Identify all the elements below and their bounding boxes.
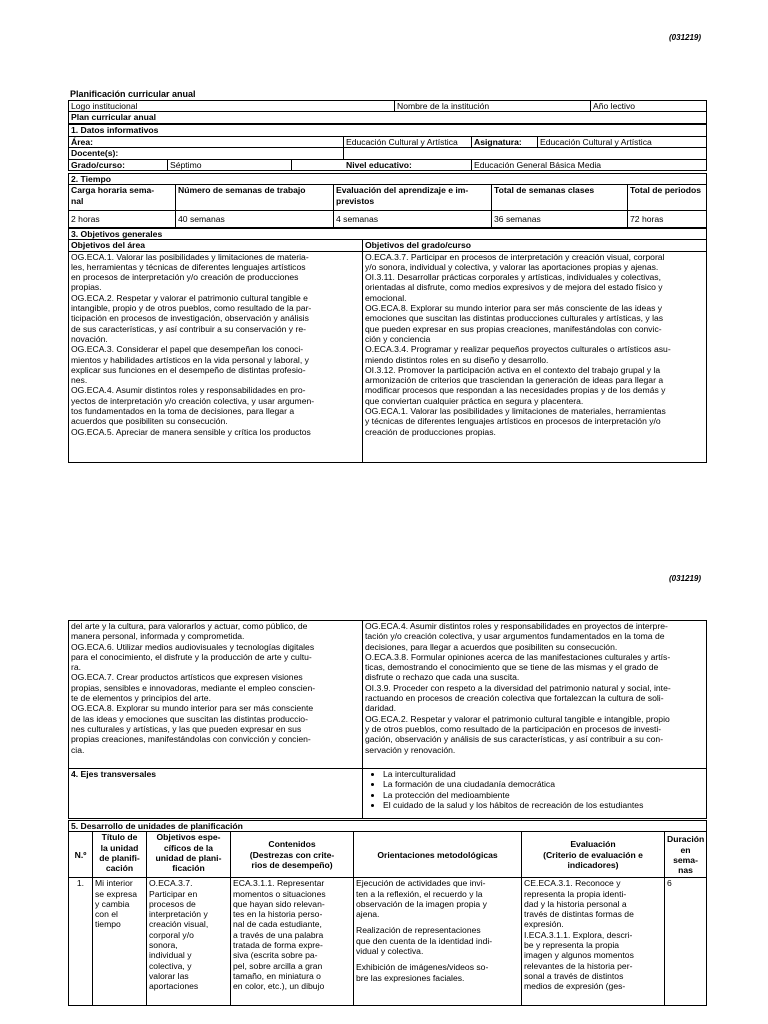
header-table [68,100,707,124]
asignatura-value: Educación Cultural y Artística [538,137,707,148]
unidad-objetivos: O.ECA.3.7. Participar en procesos de interpretación y creación visual, corporal y/o sonora, individual y colectiva, y valorar las aportaciones [147,878,231,1006]
tiempo-value-total-periodos: 72 horas [628,211,707,228]
year-cell: Año lectivo [591,101,707,112]
page-2 [0,500,768,1024]
page-code-2: (031219) [669,574,702,583]
eje-item: • La formación de una ciudadanía democrática [383,779,704,789]
objetivos-grado-text-p2: OG.ECA.4. Asumir distintos roles y responsabilidades en proyectos de interpre- tación y/o creación colectiva, y usar argumentos fundamentados en la toma de decisiones, para llegar a acuerdos que posibiliten su consecución. O.ECA.3.8. Formular opiniones acerca de las manifestaciones culturales y artís- ticas, demostrando el conocimiento que se tiene de las mismas y el grado de disfrute o rechazo que cada una suscita. OI.3.9. Proceder con respeto a la diversidad del patrimonio natural y social, inte- ractuando en procesos de creación colectiva que fortalezcan la cultura de soli- daridad. OG.ECA.2. Respetar y valorar el patrimonio cultural tangible e intangible, propio y de otros pueblos, como resultado de la participación en procesos de investi- gación, observación y análisis de sus características, y así contribuir a su con- servación y renovación. [363,621,707,769]
grado-value: Séptimo [168,159,292,170]
page-code: (031219) [669,33,702,42]
objetivos-table-p2 [68,620,707,819]
objetivos-section-title: 3. Objetivos generales [69,229,707,240]
datos-table [68,124,707,171]
institution-cell: Nombre de la institución [395,101,591,112]
unidades-header-objetivos: Objetivos espe- cíficos de la unidad de plani- ficación [147,832,231,878]
eje-item: • La protección del medioambiente [383,790,704,800]
unidades-header-titulo: Título de la unidad de planifi- cación [93,832,147,878]
unidad-contenidos: ECA.3.1.1. Representar momentos o situaciones que hayan sido relevan- tes en la historia perso- nal de cada estudiante, a través de una palabra tratada de forma expre- siva (escrita sobre pa- pel, sobre arcilla a gran tamaño, en miniatura o en color, etc.), un dibujo [231,878,354,1006]
ejes-section-title: 4. Ejes transversales [69,769,363,819]
tiempo-header-semanas: Número de semanas de trabajo [176,185,334,211]
tiempo-section-title: 2. Tiempo [69,174,707,185]
objetivos-grado-header: Objetivos del grado/curso [363,240,707,251]
objetivos-grado-text-p1: O.ECA.3.7. Participar en procesos de interpretación y creación visual, corporal y/o sonora, individual y colectiva, y valorar las aportaciones propias y ajenas. OI.3.11. Desarrollar prácticas corporales y artísticas, individuales y colectivas, orientadas al disfrute, como medios expresivos y de mejora del estado físico y emocional. OG.ECA.8. Explorar su mundo interior para ser más consciente de las ideas y emociones que suscitan las distintas producciones culturales y artísticas, y las que pueden expresar en sus propias creaciones, manifestándolas con convic- ción y conciencia O.ECA.3.4. Programar y realizar pequeños proyectos culturales o artísticos asu- miendo distintos roles en su diseño y desarrollo. OI.3.12. Promover la participación activa en el contexto del trabajo grupal y la armonización de criterios que trasciendan la generación de ideas para llegar a modificar procesos que respondan a las necesidades propias y de los demás y que conviertan cualquier práctica en segura y placentera. OG.ECA.1. Valorar las posibilidades y limitaciones de materiales, herramientas y técnicas de diferentes lenguajes artísticos en procesos de interpretación y/o creación de producciones propias. [363,251,707,462]
tiempo-header-total-semanas: Total de semanas clases [492,185,628,211]
unidades-header-n: N.º [69,832,93,878]
unidades-header-duracion: Duración en sema- nas [665,832,707,878]
tiempo-value-total-semanas: 36 semanas [492,211,628,228]
unidad-number: 1. [69,878,93,1006]
document-title: Planificación curricular anual [70,89,196,99]
objetivos-table-p1 [68,228,707,463]
tiempo-value-carga: 2 horas [69,211,176,228]
ejes-list [365,769,704,810]
orientacion-paragraph: Exhibición de imágenes/videos so- bre las expresiones faciales. [356,962,489,983]
orientacion-paragraph: Ejecución de actividades que invi- ten a la reflexión, el recuerdo y la observación de la imagen propia y ajena. [356,878,487,920]
unidad-titulo: Mi interior se expresa y cambia con el tiempo [93,878,147,1006]
tiempo-header-evaluacion: Evaluación del aprendizaje e im- previstos [334,185,492,211]
tiempo-value-evaluacion: 4 semanas [334,211,492,228]
grado-label: Grado/curso: [69,159,168,170]
area-label: Área: [69,137,344,148]
tiempo-table [68,173,707,228]
ejes-list-cell [363,769,707,819]
unidad-duracion: 6 [665,878,707,1006]
objetivos-area-text-p2: del arte y la cultura, para valorarlos y actuar, como público, de manera personal, informada y comprometida. OG.ECA.6. Utilizar medios audiovisuales y tecnologías digitales para el conocimiento, el disfrute y la producción de arte y cultu- ra. OG.ECA.7. Crear productos artísticos que expresen visiones propias, sensibles e innovadoras, mediante el empleo conscien- te de elementos y principios del arte. OG.ECA.8. Explorar su mundo interior para ser más consciente de las ideas y emociones que suscitan las distintas produccio- nes culturales y artísticas, y las que pueden expresar en sus propias creaciones, manifestándolas con convicción y concien- cia. [69,621,363,769]
area-value: Educación Cultural y Artística [344,137,472,148]
unidades-table [68,820,707,1006]
tiempo-value-semanas: 40 semanas [176,211,334,228]
tiempo-header-carga: Carga horaria sema- nal [69,185,176,211]
table-row [69,878,707,1006]
orientacion-paragraph: Realización de representaciones que den cuenta de la identidad indi- vidual y colectiva. [356,925,493,957]
objetivos-area-text-p1: OG.ECA.1. Valorar las posibilidades y limitaciones de materia- les, herramientas y técnicas de diferentes lenguajes artísticos en procesos de interpretación y/o creación de producciones propias. OG.ECA.2. Respetar y valorar el patrimonio cultural tangible e intangible, propio y de otros pueblos, como resultado de la par- ticipación en procesos de investigación, observación y análisis de sus características, y así contribuir a su conservación y re- novación. OG.ECA.3. Considerar el papel que desempeñan los conoci- mientos y habilidades artísticos en la vida personal y laboral, y explicar sus funciones en el desempeño de distintas profesio- nes. OG.ECA.4. Asumir distintos roles y responsabilidades en pro- yectos de interpretación y/o creación colectiva, y usar argumen- tos fundamentados en la toma de decisiones, para llegar a acuerdos que posibiliten su consecución. OG.ECA.5. Apreciar de manera sensible y crítica los productos [69,251,363,462]
nivel-label: Nivel educativo: [292,159,472,170]
unidades-header-evaluacion: Evaluación (Criterio de evaluación e indicadores) [522,832,665,878]
unidades-header-orientaciones: Orientaciones metodológicas [354,832,522,878]
unidad-orientaciones [354,878,522,1006]
page-1 [0,0,768,500]
unidades-section-title: 5. Desarrollo de unidades de planificación [69,821,707,832]
asignatura-label: Asignatura: [472,137,538,148]
datos-section-title: 1. Datos informativos [69,125,707,137]
unidades-header-contenidos: Contenidos (Destrezas con crite- rios de desempeño) [231,832,354,878]
unidad-evaluacion: CE.ECA.3.1. Reconoce y representa la propia identi- dad y la historia personal a través de distintas formas de expresión. I.ECA.3.1.1. Explora, descri- be y representa la propia imagen y algunos momentos relevantes de la historia per- sonal a través de distintos medios de expresión (ges- [522,878,665,1006]
eje-item: • La interculturalidad [383,769,704,779]
docente-value [344,148,707,159]
objetivos-area-header: Objetivos del área [69,240,363,251]
logo-cell: Logo institucional [69,101,395,112]
docente-label: Docente(s): [69,148,344,159]
tiempo-header-total-periodos: Total de periodos [628,185,707,211]
nivel-value: Educación General Básica Media [472,159,707,170]
plan-label: Plan curricular anual [69,112,707,123]
eje-item: • El cuidado de la salud y los hábitos de recreación de los estudiantes [383,800,704,810]
